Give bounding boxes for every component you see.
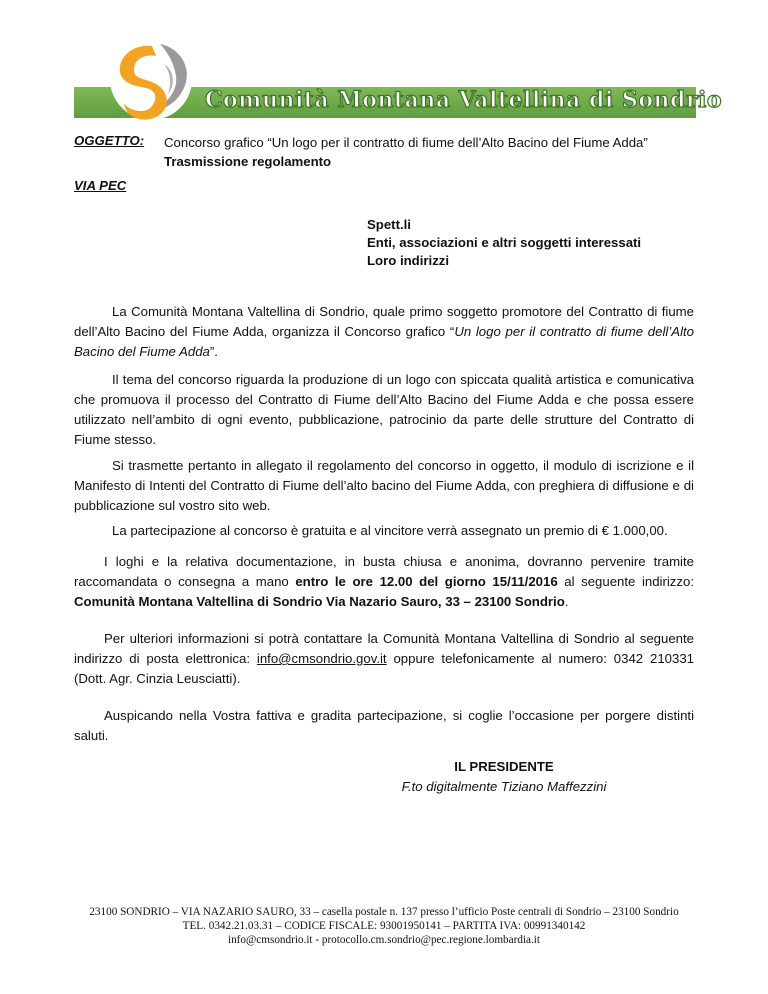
recipients-block (367, 216, 641, 270)
body-paragraph-3: Si trasmette pertanto in allegato il regolamento del concorso in oggetto, il modulo di iscrizione e il Manifesto di Intenti del Contratto di Fiume dell’alto bacino del Fiume Adda, con preghiera di diffusione e di pubblicazione sul vostro sito web. (74, 458, 694, 513)
recipients-address: Loro indirizzi (367, 253, 450, 268)
subject-text (164, 133, 694, 171)
signature-block (384, 757, 624, 797)
recipients-list: Enti, associazioni e altri soggetti interessati (367, 235, 642, 250)
body-paragraph-7: Auspicando nella Vostra fattiva e gradita partecipazione, si coglie l’occasione per porgere distinti saluti. (74, 708, 694, 743)
signature-signer: F.to digitalmente Tiziano Maffezzini (401, 779, 607, 794)
body-paragraph-5: I loghi e la relativa documentazione, in busta chiusa e anonima, dovranno pervenire tramite raccomandata o consegna a mano entro le ore 12.00 del giorno 15/11/2016 al seguente indirizzo: Comunità Montana Valtellina di Sondrio Via Nazario Sauro, 33 – 23100 Sondrio. (74, 554, 694, 609)
subject-subline: Trasmissione regolamento (164, 154, 332, 169)
footer-address: 23100 SONDRIO – VIA NAZARIO SAURO, 33 – casella postale n. 137 presso l’ufficio Poste centrali di Sondrio – 23100 Sondrio (89, 906, 679, 918)
organization-title: Comunità Montana Valtellina di Sondrio (205, 87, 722, 113)
body-paragraph-1: La Comunità Montana Valtellina di Sondrio, quale primo soggetto promotore del Contratto di fiume dell’Alto Bacino del Fiume Adda, organizza il Concorso grafico “Un logo per il contratto di fiume dell’Alto Bacino del Fiume Adda”. (74, 304, 694, 359)
subject-line: Concorso grafico “Un logo per il contratto di fiume dell’Alto Bacino del Fiume Adda” (164, 135, 648, 150)
delivery-method: VIA PEC (74, 178, 127, 193)
signature-title: IL PRESIDENTE (454, 759, 554, 774)
footer (40, 905, 728, 947)
body-paragraph-6: Per ulteriori informazioni si potrà contattare la Comunità Montana Valtellina di Sondrio al seguente indirizzo di posta elettronica: info@cmsondrio.gov.it oppure telefonicamente al numero: 0342 210331 (Dott. Agr. Cinzia Leusciatti). (74, 631, 694, 686)
body-paragraph-2: Il tema del concorso riguarda la produzione di un logo con spiccata qualità artistica e comunicativa che promuova il processo del Contratto di Fiume dell’Alto Bacino del Fiume Adda e che possa essere utilizzato nell’ambito di ogni evento, pubblicazione, patrocinio da parte delle strutture del Contratto di Fiume stesso. (74, 372, 694, 447)
contact-email-link[interactable]: info@cmsondrio.gov.it (256, 651, 387, 666)
subject-label: OGGETTO: (74, 133, 145, 148)
footer-fiscal: TEL. 0342.21.03.31 – CODICE FISCALE: 93001950141 – PARTITA IVA: 00991340142 (182, 920, 586, 932)
letterhead (0, 0, 768, 122)
recipients-salutation: Spett.li (367, 217, 411, 232)
body-paragraph-4: La partecipazione al concorso è gratuita e al vincitore verrà assegnato un premio di € 1.000,00. (112, 523, 668, 538)
organization-logo (108, 36, 194, 122)
footer-emails: info@cmsondrio.it - protocollo.cm.sondrio@pec.regione.lombardia.it (227, 934, 541, 946)
